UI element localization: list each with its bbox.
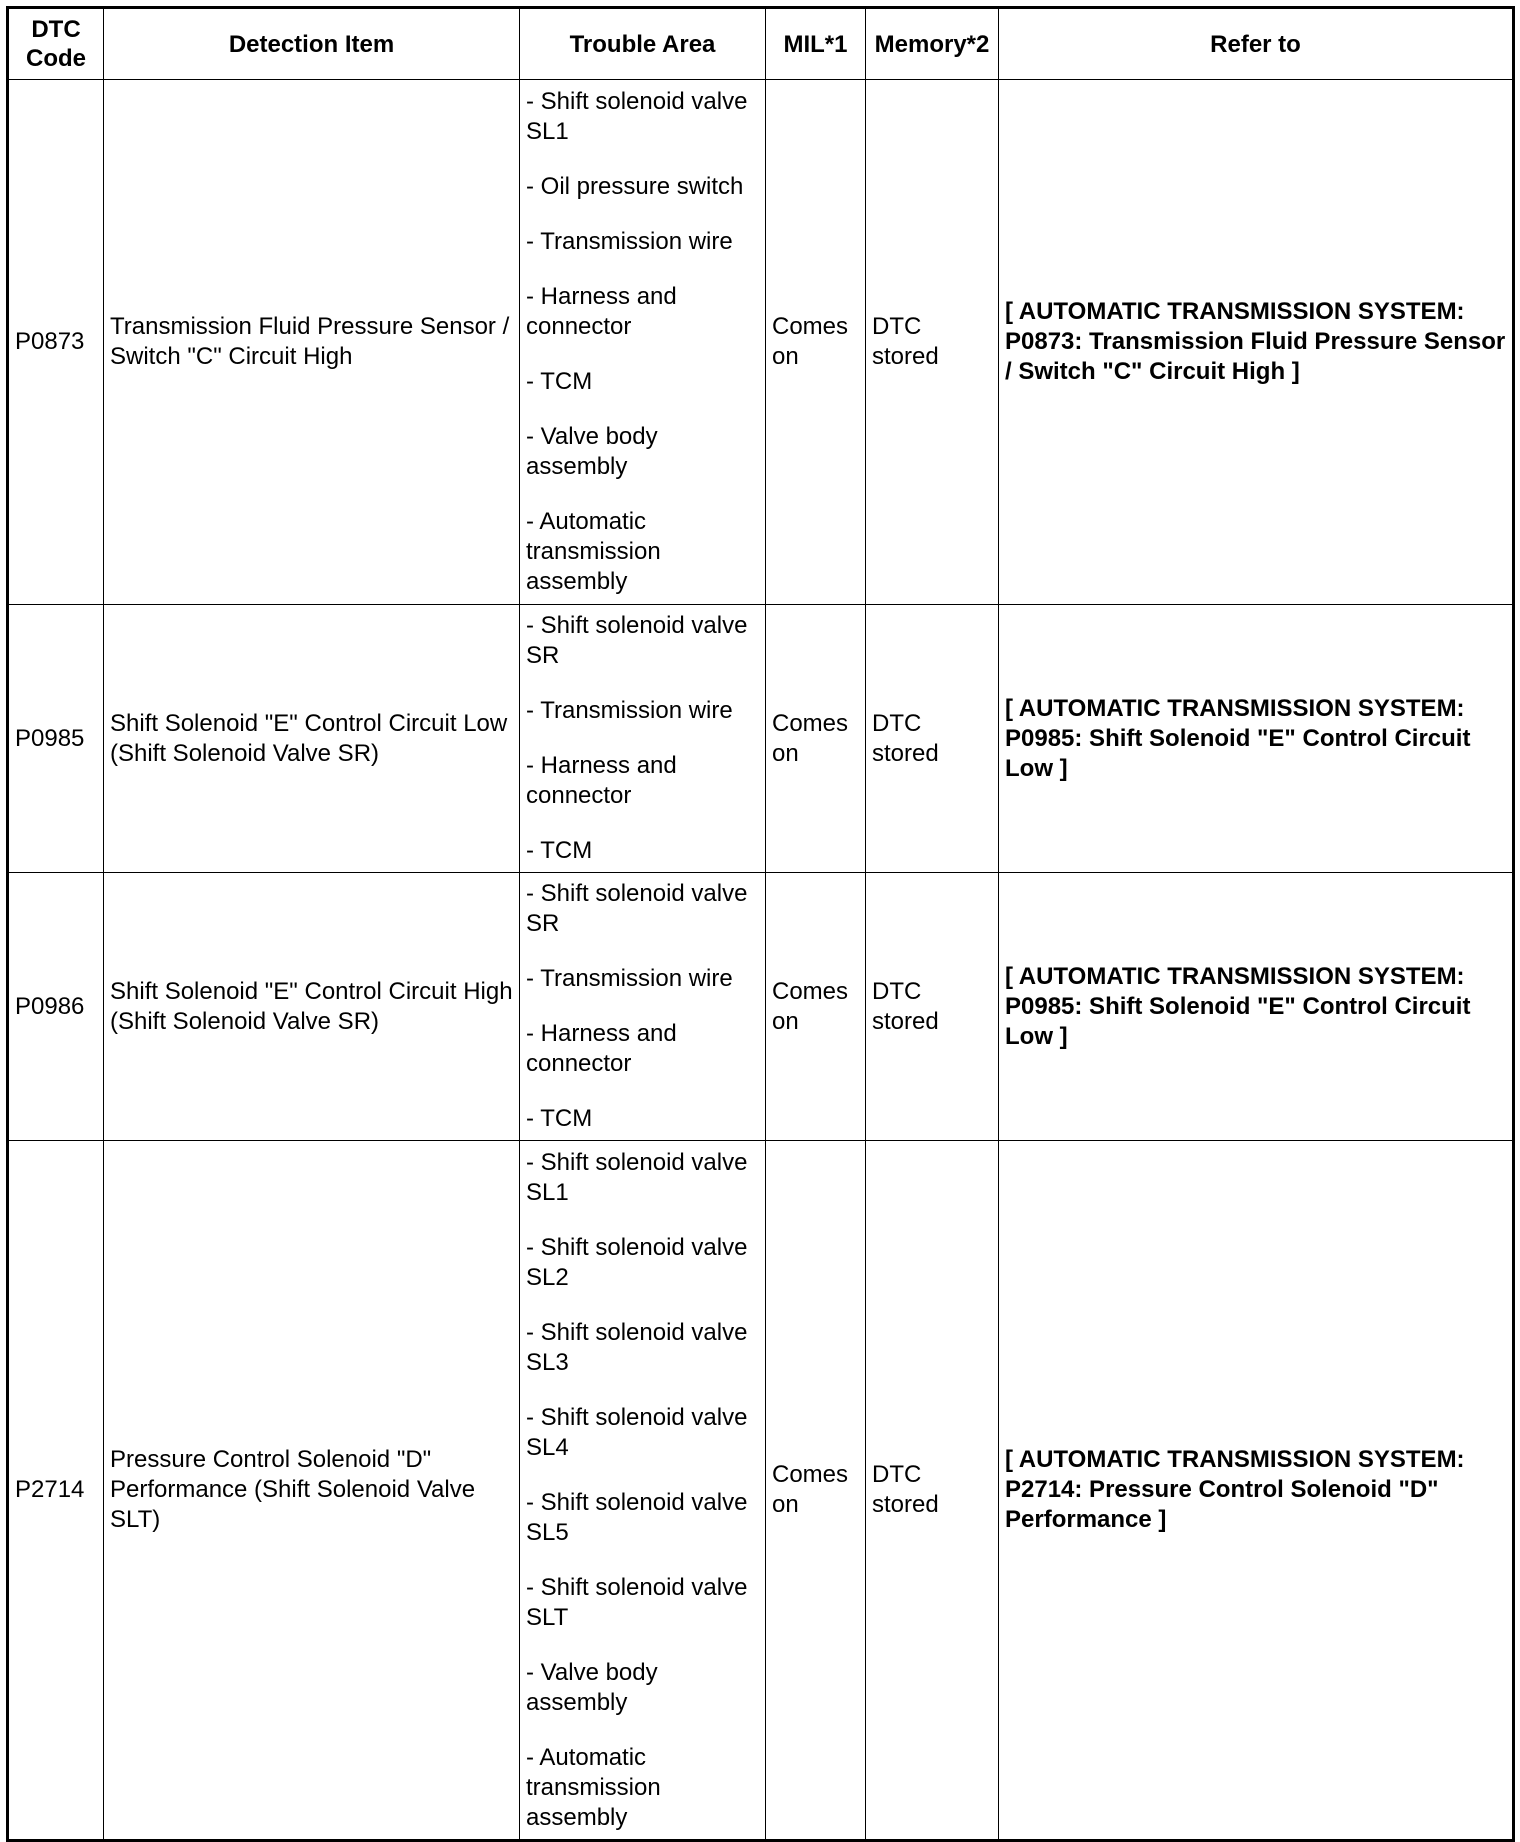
dtc-code-cell: P0873: [8, 80, 104, 605]
trouble-area-item: - Shift solenoid valve SLT: [526, 1573, 748, 1631]
memory-cell: DTC stored: [866, 873, 999, 1141]
header-refer-to: Refer to: [999, 8, 1514, 80]
trouble-area-item: - Automatic transmission assembly: [526, 508, 661, 595]
trouble-area-item: - Transmission wire: [526, 965, 733, 992]
trouble-area-item: - Shift solenoid valve SL5: [526, 1488, 748, 1546]
trouble-area-item: - Automatic transmission assembly: [526, 1743, 661, 1831]
header-dtc-code: DTC Code: [8, 8, 104, 80]
refer-to-link[interactable]: [ AUTOMATIC TRANSMISSION SYSTEM: P0985: Shift Solenoid "E" Control Circuit Low ]: [999, 873, 1514, 1141]
header-trouble-area: Trouble Area: [520, 8, 766, 80]
table-row: [8, 1141, 1514, 1841]
trouble-area-cell: [520, 1141, 766, 1841]
memory-cell: DTC stored: [866, 80, 999, 605]
trouble-area-item: - Harness and connector: [526, 1020, 677, 1077]
mil-cell: Comes on: [766, 1141, 866, 1841]
detection-item-cell: Transmission Fluid Pressure Sensor / Switch "C" Circuit High: [104, 80, 520, 605]
detection-item-cell: Shift Solenoid "E" Control Circuit Low (Shift Solenoid Valve SR): [104, 605, 520, 873]
refer-to-link[interactable]: [ AUTOMATIC TRANSMISSION SYSTEM: P0985: Shift Solenoid "E" Control Circuit Low ]: [999, 605, 1514, 873]
table-row: [8, 80, 1514, 605]
mil-cell: Comes on: [766, 873, 866, 1141]
trouble-area-item: - Valve body assembly: [526, 1658, 658, 1716]
trouble-area-item: - Valve body assembly: [526, 423, 658, 480]
trouble-area-item: - TCM: [526, 837, 593, 864]
table-row: [8, 873, 1514, 1141]
memory-cell: DTC stored: [866, 605, 999, 873]
dtc-code-cell: P2714: [8, 1141, 104, 1841]
trouble-area-cell: [520, 605, 766, 873]
mil-cell: Comes on: [766, 80, 866, 605]
table-row: [8, 605, 1514, 873]
detection-item-cell: Pressure Control Solenoid "D" Performance (Shift Solenoid Valve SLT): [104, 1141, 520, 1841]
header-detection-item: Detection Item: [104, 8, 520, 80]
trouble-area-item: - Shift solenoid valve SL2: [526, 1233, 748, 1291]
trouble-area-item: - Shift solenoid valve SR: [526, 880, 748, 937]
mil-cell: Comes on: [766, 605, 866, 873]
trouble-area-item: - TCM: [526, 368, 593, 395]
trouble-area-item: - Shift solenoid valve SL1: [526, 88, 748, 145]
trouble-area-item: - Transmission wire: [526, 697, 733, 724]
dtc-code-cell: P0985: [8, 605, 104, 873]
trouble-area-item: - Harness and connector: [526, 283, 677, 340]
trouble-area-cell: [520, 873, 766, 1141]
trouble-area-item: - Harness and connector: [526, 752, 677, 809]
trouble-area-item: - Shift solenoid valve SL3: [526, 1318, 748, 1376]
trouble-area-item: - Oil pressure switch: [526, 173, 744, 200]
trouble-area-item: - Shift solenoid valve SL1: [526, 1148, 748, 1206]
detection-item-cell: Shift Solenoid "E" Control Circuit High (Shift Solenoid Valve SR): [104, 873, 520, 1141]
trouble-area-item: - Shift solenoid valve SL4: [526, 1403, 748, 1461]
trouble-area-item: - Transmission wire: [526, 228, 733, 255]
trouble-area-cell: [520, 80, 766, 605]
trouble-area-item: - Shift solenoid valve SR: [526, 612, 748, 669]
trouble-area-item: - TCM: [526, 1105, 593, 1132]
header-row: [8, 8, 1514, 80]
refer-to-link[interactable]: [ AUTOMATIC TRANSMISSION SYSTEM: P2714: Pressure Control Solenoid "D" Performance ]: [999, 1141, 1514, 1841]
dtc-table: [6, 6, 1515, 1842]
header-memory: Memory*2: [866, 8, 999, 80]
dtc-code-cell: P0986: [8, 873, 104, 1141]
header-mil: MIL*1: [766, 8, 866, 80]
memory-cell: DTC stored: [866, 1141, 999, 1841]
refer-to-link[interactable]: [ AUTOMATIC TRANSMISSION SYSTEM: P0873: Transmission Fluid Pressure Sensor / Switch "C" Circuit High ]: [999, 80, 1514, 605]
